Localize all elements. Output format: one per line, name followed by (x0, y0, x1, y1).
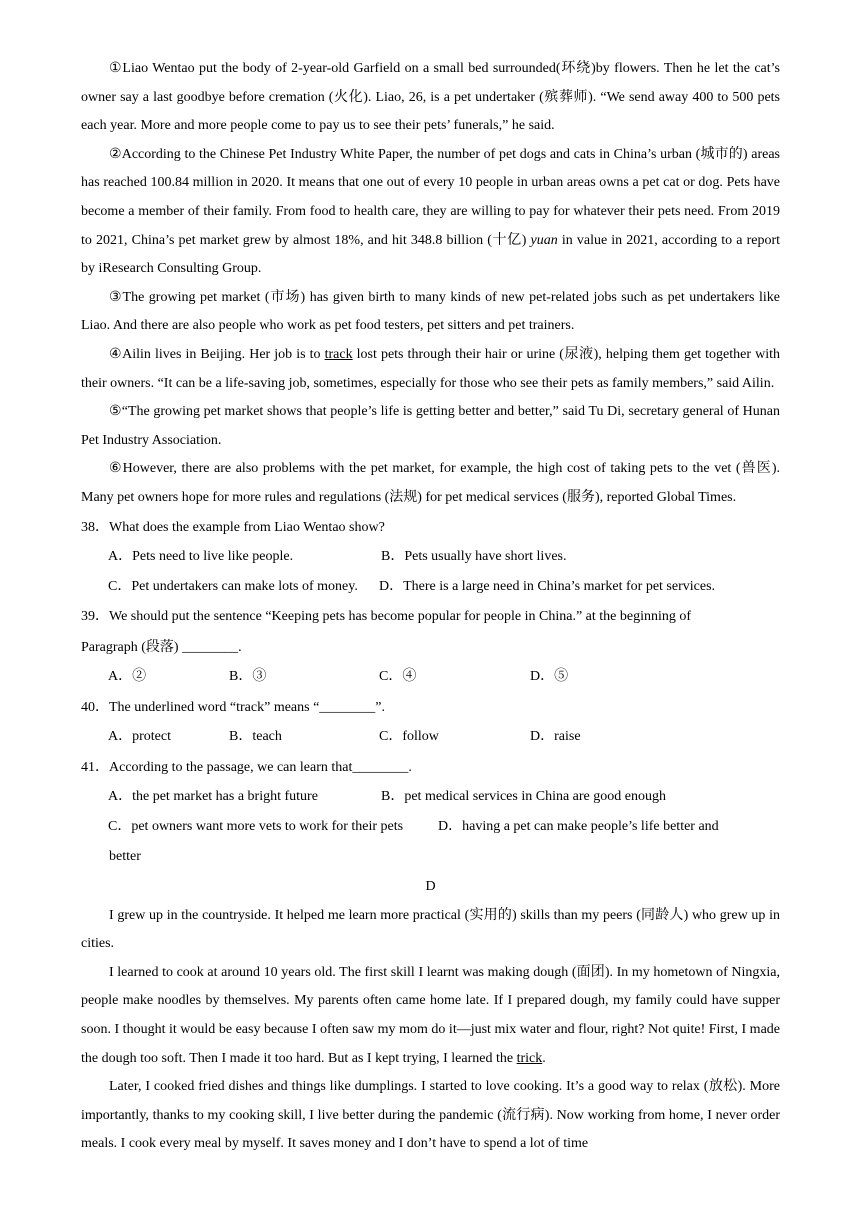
question-38-option-b[interactable]: B．Pets usually have short lives. (381, 549, 567, 565)
question-38-option-a[interactable]: A．Pets need to live like people. (108, 549, 294, 565)
underlined-word-track: track (324, 346, 353, 362)
question-39-option-d[interactable]: D．⑤ (530, 669, 569, 685)
question-40-option-a[interactable]: A．protect (108, 729, 171, 745)
question-38-options-row-2 (81, 573, 780, 603)
question-40-option-d[interactable]: D．raise (530, 729, 581, 745)
paragraph-2-italic: yuan (530, 232, 558, 248)
section-heading-d: D (425, 879, 436, 895)
passage-d-paragraph-1: I grew up in the countryside. It helped me learn more practical (实用的) skills than my peers (同龄人) who grew up in cities. (81, 907, 780, 952)
question-40-options (81, 723, 780, 753)
question-40-option-c[interactable]: C．follow (379, 729, 439, 745)
paragraph-4 (81, 341, 780, 398)
paragraph-2 (81, 141, 780, 284)
question-40-stem: 40．The underlined word “track” means “________”. (81, 699, 386, 715)
question-39-option-c[interactable]: C．④ (379, 669, 417, 685)
question-41-option-d-continued: better (109, 849, 141, 865)
passage-d-paragraph-3: Later, I cooked fried dishes and things like dumplings. I started to love cooking. It’s a good way to relax (放松). More importantly, thanks to my cooking skill, I live better during the pandemic (流行病). Now working from home, I never order meals. I cook every meal by myself. It saves money and I don’t have to spend a lot of time (81, 1079, 780, 1152)
question-38-stem: 38．What does the example from Liao Wentao show? (81, 519, 385, 535)
paragraph-6: ⑥However, there are also problems with the pet market, for example, the high cost of taking pets to the vet (兽医). Many pet owners hope for more rules and regulations (法规) for pet medical services (服务), reported Global Times. (81, 461, 780, 505)
question-41-option-b[interactable]: B．pet medical services in China are good enough (381, 789, 666, 805)
question-41-options-row-2 (81, 813, 780, 843)
question-39-options (81, 663, 780, 693)
paragraph-2-text-a: ②According to the Chinese Pet Industry White Paper, the number of pet dogs and cats in China’s urban (城市的) areas has reached 100.84 million in 2020. It means that one out of every 10 people in urban areas owns a pet cat or dog. Pets have become a member of their family. From food to health care, they are willing to pay for whatever their pets need. From 2019 to 2021, China’s pet market grew by almost 18%, and hit 348.8 billion (十亿) (81, 146, 780, 248)
paragraph-4-text-a: ④Ailin lives in Beijing. Her job is to (109, 346, 325, 362)
passage-d-paragraph-2-text-a: I learned to cook at around 10 years old. The first skill I learnt was making dough (面团). In my hometown of Ningxia, people make noodles by themselves. My parents often came home late. If I prepared dough, my family could have supper soon. I thought it would be easy because I often saw my mom do it—just mix water and flour, right? Not quite! First, I made the dough too soft. Then I made it too hard. But as I kept trying, I learned the (81, 964, 780, 1066)
question-39-stem-line-1: 39．We should put the sentence “Keeping pets has become popular for people in China.” at the beginning of (81, 609, 692, 625)
passage-d-paragraph-2-text-b: . (542, 1050, 546, 1066)
paragraph-2-text-b: in value in 2021, according to a report by iResearch Consulting Group. (81, 232, 781, 277)
paragraph-5: ⑤“The growing pet market shows that people’s life is getting better and better,” said Tu Di, secretary general of Hunan Pet Industry Association. (81, 404, 780, 448)
passage-d-paragraph-2 (81, 959, 780, 1073)
underlined-word-trick: trick (516, 1050, 543, 1066)
question-38-option-d[interactable]: D．There is a large need in China’s market for pet services. (379, 578, 716, 594)
question-39-option-b[interactable]: B．③ (229, 669, 267, 685)
paragraph-1: ①Liao Wentao put the body of 2-year-old Garfield on a small bed surrounded(环绕)by flowers. Then he let the cat’s owner say a last goodbye before cremation (火化). Liao, 26, is a pet undertaker (殡葬师). “We send away 400 to 500 pets each year. More and more people come to pay us to see their pets’ funerals,” he said. (81, 61, 780, 134)
question-39-stem-line-2: Paragraph (段落) ________. (81, 639, 242, 655)
paragraph-3: ③The growing pet market (市场) has given birth to many kinds of new pet-related jobs such as pet undertakers like Liao. And there are also people who work as pet food testers, pet sitters and pet trainers. (81, 289, 780, 334)
question-39-option-a[interactable]: A．② (108, 669, 147, 685)
question-41-option-c[interactable]: C．pet owners want more vets to work for their pets (108, 818, 404, 834)
question-38-options-row-1 (81, 543, 780, 573)
question-41-option-a[interactable]: A．the pet market has a bright future (108, 789, 318, 805)
exam-page (81, 55, 780, 1159)
question-41-options-row-1 (81, 783, 780, 813)
paragraph-4-text-b: lost pets through their hair or urine (尿液), helping them get together with their owners. “It can be a life-saving job, sometimes, especially for those who see their pets as family members,” said Ailin. (81, 346, 780, 391)
question-40-option-b[interactable]: B．teach (229, 729, 282, 745)
question-41-stem: 41．According to the passage, we can learn that________. (81, 759, 412, 775)
question-41-option-d[interactable]: D．having a pet can make people’s life better and (438, 818, 719, 834)
question-38-option-c[interactable]: C．Pet undertakers can make lots of money. (108, 578, 358, 594)
